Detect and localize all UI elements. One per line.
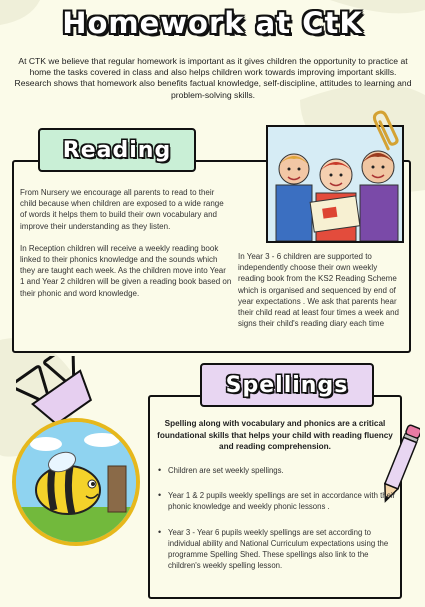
page-title: Homework at CtK [62,6,363,40]
reading-paragraph-1: From Nursery we encourage all parents to read to their child because when children are exposed to a wide range of words it helps them to build their own vocabulary and improve their understanding as they listen. [20,188,224,231]
bee-image [12,418,140,546]
spellings-bullet-1: • Children are set weekly spellings. [158,465,398,476]
reading-paragraph-2: In Reception children will receive a weekly reading book linked to their phonics knowledge and the sounds which they are taught each week. As the children move into Year 1 and Year 2 children will be given a reading book based on their phonic and word knowledge. [20,243,232,298]
intro-paragraph-2: Research shows that homework also benefits factual knowledge, self-discipline, attitudes to learning and problem-solving skills. [14,78,412,100]
intro-text [14,56,412,101]
intro-paragraph-1: At CTK we believe that regular homework is important as it gives children the opportunity to practice at home the tasks covered in class and also helps children work towards improving important skills. [18,56,408,78]
spellings-bullet-3: • Year 3 - Year 6 pupils weekly spellings are set according to individual ability and National Curriculum expectations using the programme Spelling Shed. These spellings also link to the children's weekly spelling lesson. [158,527,398,572]
spellings-intro: Spelling along with vocabulary and phonics are a critical foundational skills that helps your child with reading fluency and reading comprehension. [157,419,393,452]
paperclip-icon [370,108,402,152]
reading-text-right: In Year 3 - 6 children are supported to independently choose their own weekly reading book from the KS2 Reading Scheme which is organised and sequenced by end of year expectations . We ask that parents hear their child read at least four times a week and signs their child's reading diary each time [238,252,399,329]
spellings-bullet-2: • Year 1 & 2 pupils weekly spellings are set in accordance with their phonic knowledge and weekly phonic lessons . [158,490,398,512]
reading-text-left [20,187,232,299]
reading-heading: Reading [62,137,172,163]
spellings-list [158,465,398,579]
spellings-heading: Spellings [225,372,349,398]
spellings-label-box [200,363,374,407]
reading-label-box [38,128,196,172]
bee-illustration [16,422,136,542]
